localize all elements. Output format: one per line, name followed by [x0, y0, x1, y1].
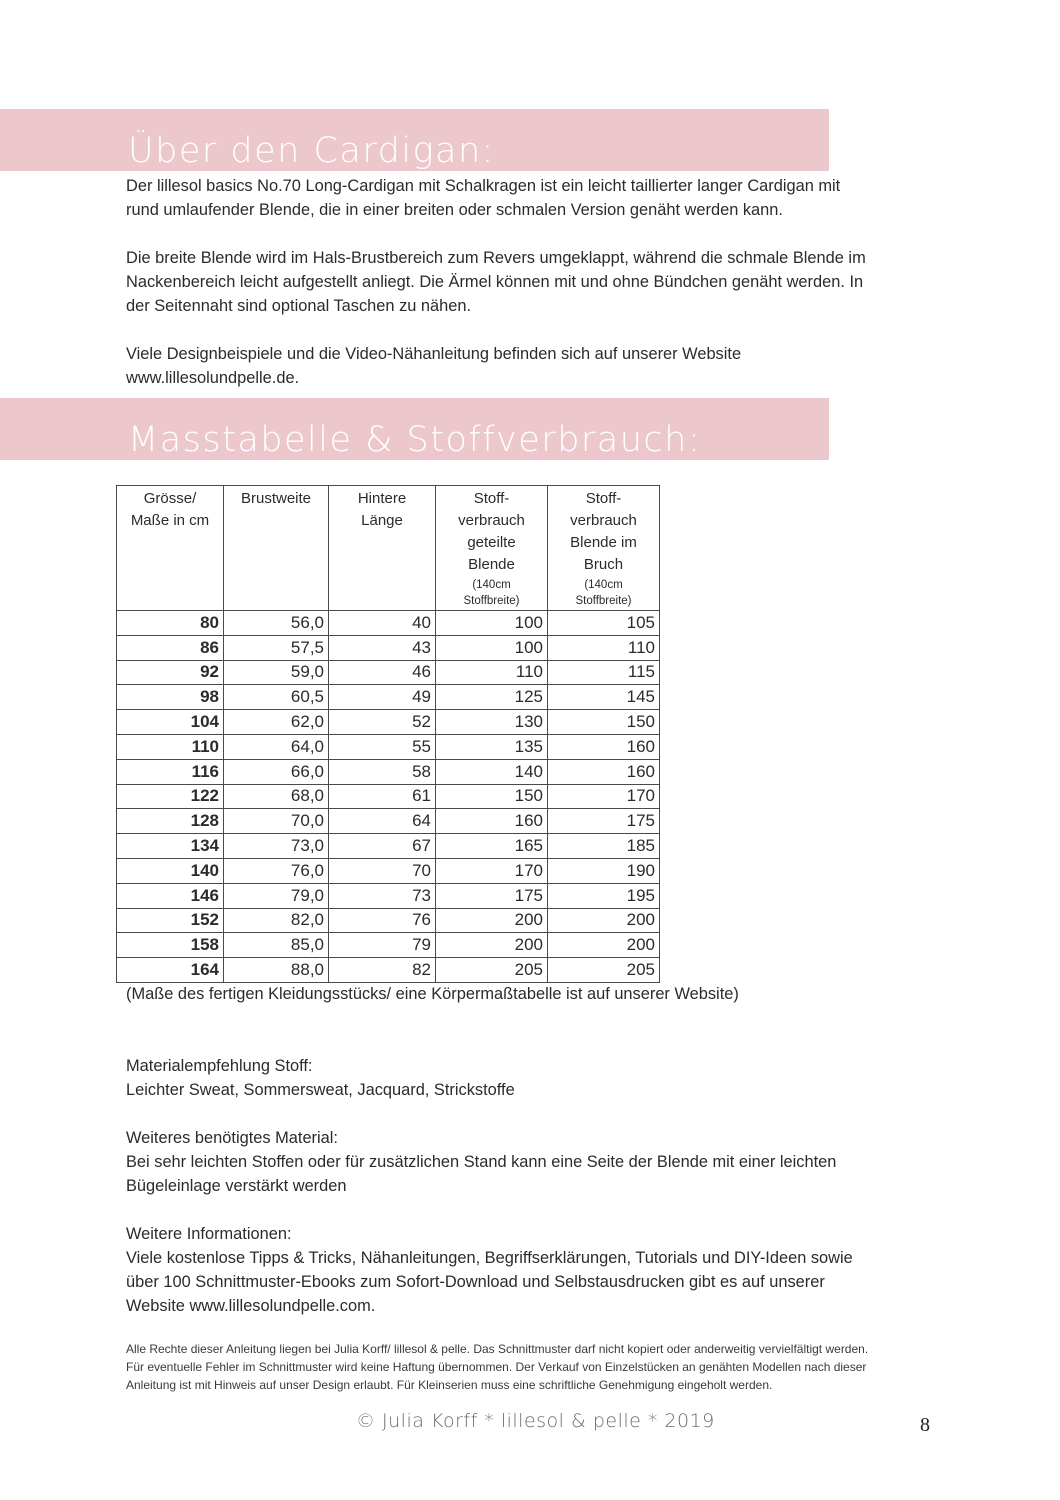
table-cell: 160: [436, 809, 548, 834]
table-cell: 150: [436, 784, 548, 809]
section-band-size-table: [0, 398, 829, 460]
table-cell: 110: [117, 734, 224, 759]
text-line: Anleitung ist mit Hinweis auf unser Design erlaubt. Für Kleinserien muss eine schriftliche Genehmigung eingeholt werden.: [126, 1378, 773, 1392]
text-line: Website www.lillesolundpelle.com.: [126, 1297, 376, 1315]
text-line: der Seitennaht sind optional Taschen zu nähen.: [126, 297, 472, 315]
table-cell: 62,0: [224, 710, 329, 735]
table-row: [117, 660, 660, 685]
table-row: [117, 958, 660, 983]
table-cell: 80: [117, 611, 224, 636]
table-cell: 165: [436, 834, 548, 859]
table-cell: 105: [548, 611, 660, 636]
table-cell: 125: [436, 685, 548, 710]
table-row: [117, 883, 660, 908]
text-line: Nackenbereich leicht aufgestellt anliegt. Die Ärmel können mit und ohne Bündchen genäht werden. In: [126, 273, 864, 291]
table-cell: 164: [117, 958, 224, 983]
section-heading-size-table: Masstabelle & Stoffverbrauch:: [128, 420, 702, 460]
table-cell: 79: [329, 933, 436, 958]
table-cell: 49: [329, 685, 436, 710]
table-row: [117, 809, 660, 834]
table-cell: 100: [436, 611, 548, 636]
table-cell: 82: [329, 958, 436, 983]
table-cell: 43: [329, 635, 436, 660]
text-line: Bügeleinlage verstärkt werden: [126, 1177, 347, 1195]
table-cell: 88,0: [224, 958, 329, 983]
table-row: [117, 685, 660, 710]
table-cell: 146: [117, 883, 224, 908]
table-cell: 110: [548, 635, 660, 660]
table-cell: 104: [117, 710, 224, 735]
table-cell: 73,0: [224, 834, 329, 859]
table-cell: 115: [548, 660, 660, 685]
table-row: [117, 734, 660, 759]
table-cell: 68,0: [224, 784, 329, 809]
section-band-cardigan: [0, 109, 829, 171]
material-block: [126, 1054, 946, 1102]
table-cell: 66,0: [224, 759, 329, 784]
more-info-block: [126, 1222, 946, 1318]
table-cell: 135: [436, 734, 548, 759]
table-cell: 59,0: [224, 660, 329, 685]
table-cell: 195: [548, 883, 660, 908]
material-text: Leichter Sweat, Sommersweat, Jacquard, Strickstoffe: [126, 1081, 515, 1099]
size-table: [116, 485, 660, 983]
table-cell: 128: [117, 809, 224, 834]
table-cell: 140: [117, 858, 224, 883]
table-cell: 76,0: [224, 858, 329, 883]
table-cell: 55: [329, 734, 436, 759]
table-body: [117, 611, 660, 983]
table-cell: 116: [117, 759, 224, 784]
table-cell: 60,5: [224, 685, 329, 710]
table-cell: 200: [548, 908, 660, 933]
material-title: Materialempfehlung Stoff:: [126, 1057, 313, 1075]
table-cell: 170: [548, 784, 660, 809]
table-cell: 160: [548, 759, 660, 784]
text-line: Der lillesol basics No.70 Long-Cardigan mit Schalkragen ist ein leicht taillierter langer Cardigan mit: [126, 177, 841, 195]
table-cell: 86: [117, 635, 224, 660]
table-cell: 152: [117, 908, 224, 933]
header-chest-width: Brustweite: [224, 486, 329, 611]
page-number: 8: [920, 1414, 930, 1436]
intro-paragraph-1: [126, 174, 946, 222]
table-row: [117, 611, 660, 636]
table-row: [117, 933, 660, 958]
table-cell: 140: [436, 759, 548, 784]
table-cell: 130: [436, 710, 548, 735]
header-back-length: Hintere Länge: [329, 486, 436, 611]
table-cell: 200: [548, 933, 660, 958]
table-cell: 98: [117, 685, 224, 710]
table-row: [117, 710, 660, 735]
intro-paragraph-3: [126, 342, 946, 390]
table-cell: 185: [548, 834, 660, 859]
text-line: Alle Rechte dieser Anleitung liegen bei Julia Korff/ lillesol & pelle. Das Schnittmuster darf nicht kopiert oder anderweitig vervielfältigt werden.: [126, 1342, 869, 1356]
table-cell: 67: [329, 834, 436, 859]
table-cell: 46: [329, 660, 436, 685]
table-cell: 70: [329, 858, 436, 883]
table-cell: 170: [436, 858, 548, 883]
table-cell: 110: [436, 660, 548, 685]
table-row: [117, 908, 660, 933]
text-line: Die breite Blende wird im Hals-Brustbereich zum Revers umgeklappt, während die schmale Blende im: [126, 249, 866, 267]
table-cell: 100: [436, 635, 548, 660]
table-row: [117, 784, 660, 809]
more-info-title: Weitere Informationen:: [126, 1225, 292, 1243]
table-cell: 205: [436, 958, 548, 983]
table-row: [117, 834, 660, 859]
table-cell: 40: [329, 611, 436, 636]
table-cell: 134: [117, 834, 224, 859]
footer-copyright: © Julia Korff * lillesol & pelle * 2019: [356, 1410, 715, 1432]
table-cell: 205: [548, 958, 660, 983]
table-cell: 82,0: [224, 908, 329, 933]
table-cell: 92: [117, 660, 224, 685]
table-cell: 150: [548, 710, 660, 735]
table-cell: 200: [436, 933, 548, 958]
section-heading-cardigan: Über den Cardigan:: [128, 131, 495, 171]
header-fabric-split-band: Stoff- verbrauch geteilte Blende (140cm Stoffbreite): [436, 486, 548, 611]
table-cell: 85,0: [224, 933, 329, 958]
table-row: [117, 759, 660, 784]
table-cell: 158: [117, 933, 224, 958]
table-cell: 175: [436, 883, 548, 908]
table-cell: 57,5: [224, 635, 329, 660]
table-cell: 56,0: [224, 611, 329, 636]
table-cell: 190: [548, 858, 660, 883]
table-cell: 175: [548, 809, 660, 834]
table-row: [117, 635, 660, 660]
table-cell: 122: [117, 784, 224, 809]
header-fabric-folded-band: Stoff- verbrauch Blende im Bruch (140cm Stoffbreite): [548, 486, 660, 611]
table-cell: 64,0: [224, 734, 329, 759]
table-cell: 145: [548, 685, 660, 710]
text-line: über 100 Schnittmuster-Ebooks zum Sofort-Download und Selbstausdrucken gibt es auf unserer: [126, 1273, 825, 1291]
header-size: Grösse/ Maße in cm: [117, 486, 224, 611]
website-link[interactable]: www.lillesolundpelle.de.: [126, 369, 300, 387]
table-cell: 76: [329, 908, 436, 933]
table-header-row: [117, 486, 660, 611]
table-cell: 58: [329, 759, 436, 784]
table-cell: 160: [548, 734, 660, 759]
intro-paragraph-2: [126, 246, 946, 318]
table-cell: 79,0: [224, 883, 329, 908]
table-note: (Maße des fertigen Kleidungsstücks/ eine Körpermaßtabelle ist auf unserer Website): [126, 985, 739, 1003]
more-material-block: [126, 1126, 946, 1198]
table-row: [117, 858, 660, 883]
table-cell: 73: [329, 883, 436, 908]
more-material-title: Weiteres benötigtes Material:: [126, 1129, 338, 1147]
text-line: rund umlaufender Blende, die in einer breiten oder schmalen Version genäht werden kann.: [126, 201, 783, 219]
table-cell: 52: [329, 710, 436, 735]
table-cell: 64: [329, 809, 436, 834]
text-line: Viele kostenlose Tipps & Tricks, Nähanleitungen, Begriffserklärungen, Tutorials und DIY-Ideen sowie: [126, 1249, 853, 1267]
text-line: Für eventuelle Fehler im Schnittmuster wird keine Haftung übernommen. Der Verkauf von Einzelstücken an genähten Modellen nach dieser: [126, 1360, 867, 1374]
text-line: Viele Designbeispiele und die Video-Nähanleitung befinden sich auf unserer Website: [126, 345, 742, 363]
table-cell: 70,0: [224, 809, 329, 834]
table-cell: 200: [436, 908, 548, 933]
legal-notice: [126, 1340, 956, 1394]
text-line: Bei sehr leichten Stoffen oder für zusätzlichen Stand kann eine Seite der Blende mit einer leichten: [126, 1153, 837, 1171]
table-cell: 61: [329, 784, 436, 809]
